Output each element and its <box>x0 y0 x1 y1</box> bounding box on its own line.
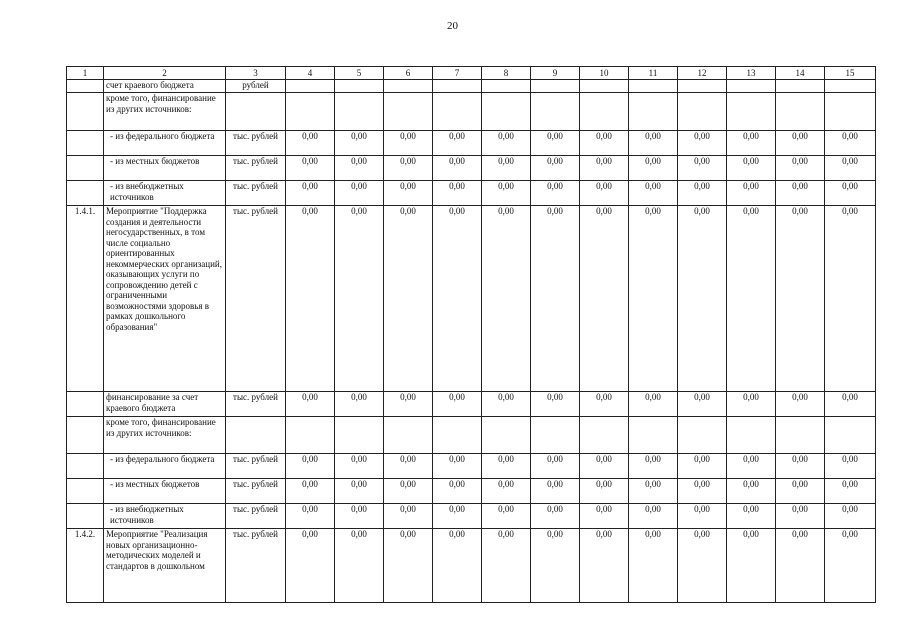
row-name: Мероприятие "Поддержка создания и деятельности негосударственных, в том числе социально ориентированных некоммерческих организаций, оказывающих услуги по сопровождению детей с ограниченными возможностями здоровья в рамках дошкольного образования" <box>104 206 226 392</box>
table-row <box>67 181 876 206</box>
value-cell: 0,00 <box>286 454 335 479</box>
value-cell: 0,00 <box>433 504 482 529</box>
value-cell: 0,00 <box>629 529 678 603</box>
row-unit: тыс. рублей <box>226 454 286 479</box>
column-header: 12 <box>678 67 727 80</box>
value-cell <box>384 417 433 454</box>
value-cell: 0,00 <box>825 504 876 529</box>
value-cell: 0,00 <box>580 479 629 504</box>
value-cell: 0,00 <box>433 479 482 504</box>
row-name: финансирование за счет краевого бюджета <box>104 392 226 417</box>
value-cell: 0,00 <box>825 454 876 479</box>
value-cell <box>531 417 580 454</box>
value-cell: 0,00 <box>384 529 433 603</box>
value-cell <box>335 417 384 454</box>
value-cell <box>433 93 482 131</box>
row-code <box>67 181 104 206</box>
value-cell <box>727 417 776 454</box>
value-cell: 0,00 <box>482 479 531 504</box>
value-cell: 0,00 <box>727 454 776 479</box>
value-cell: 0,00 <box>286 181 335 206</box>
value-cell: 0,00 <box>482 181 531 206</box>
value-cell: 0,00 <box>629 479 678 504</box>
row-unit: тыс. рублей <box>226 392 286 417</box>
row-name: - из внебюджетных источников <box>104 504 226 529</box>
table-row <box>67 93 876 131</box>
row-name: - из федерального бюджета <box>104 131 226 156</box>
value-cell: 0,00 <box>678 454 727 479</box>
value-cell <box>678 417 727 454</box>
row-name: Мероприятие "Реализация новых организационно-методических моделей и стандартов в дошкольном <box>104 529 226 603</box>
value-cell: 0,00 <box>678 206 727 392</box>
value-cell <box>531 93 580 131</box>
value-cell: 0,00 <box>433 181 482 206</box>
value-cell: 0,00 <box>531 454 580 479</box>
value-cell: 0,00 <box>433 454 482 479</box>
column-header: 7 <box>433 67 482 80</box>
value-cell: 0,00 <box>384 156 433 181</box>
value-cell: 0,00 <box>678 479 727 504</box>
value-cell: 0,00 <box>678 504 727 529</box>
value-cell: 0,00 <box>335 529 384 603</box>
row-code <box>67 454 104 479</box>
value-cell: 0,00 <box>482 392 531 417</box>
value-cell <box>825 93 876 131</box>
value-cell: 0,00 <box>678 156 727 181</box>
value-cell: 0,00 <box>776 454 825 479</box>
value-cell: 0,00 <box>776 504 825 529</box>
value-cell <box>433 417 482 454</box>
value-cell <box>580 93 629 131</box>
value-cell: 0,00 <box>286 479 335 504</box>
table-row <box>67 479 876 504</box>
value-cell: 0,00 <box>433 529 482 603</box>
value-cell <box>776 93 825 131</box>
value-cell: 0,00 <box>825 156 876 181</box>
value-cell: 0,00 <box>629 504 678 529</box>
column-header: 5 <box>335 67 384 80</box>
table-row <box>67 392 876 417</box>
value-cell: 0,00 <box>727 131 776 156</box>
value-cell: 0,00 <box>776 156 825 181</box>
value-cell: 0,00 <box>825 392 876 417</box>
row-code <box>67 131 104 156</box>
value-cell: 0,00 <box>384 479 433 504</box>
row-unit <box>226 93 286 131</box>
value-cell: 0,00 <box>776 181 825 206</box>
value-cell: 0,00 <box>482 454 531 479</box>
value-cell: 0,00 <box>335 504 384 529</box>
value-cell <box>335 93 384 131</box>
row-unit: рублей <box>226 80 286 93</box>
column-header: 13 <box>727 67 776 80</box>
value-cell: 0,00 <box>580 392 629 417</box>
table-row <box>67 504 876 529</box>
value-cell: 0,00 <box>531 156 580 181</box>
column-header: 8 <box>482 67 531 80</box>
column-header: 14 <box>776 67 825 80</box>
value-cell: 0,00 <box>286 156 335 181</box>
value-cell: 0,00 <box>580 156 629 181</box>
value-cell: 0,00 <box>531 479 580 504</box>
column-header: 3 <box>226 67 286 80</box>
value-cell: 0,00 <box>384 454 433 479</box>
row-name: - из местных бюджетов <box>104 156 226 181</box>
value-cell: 0,00 <box>482 504 531 529</box>
row-unit: тыс. рублей <box>226 529 286 603</box>
row-code <box>67 80 104 93</box>
row-name: кроме того, финансирование из других источников: <box>104 417 226 454</box>
value-cell: 0,00 <box>776 529 825 603</box>
value-cell: 0,00 <box>384 206 433 392</box>
value-cell: 0,00 <box>433 392 482 417</box>
value-cell: 0,00 <box>825 206 876 392</box>
table-row <box>67 206 876 392</box>
value-cell <box>629 93 678 131</box>
row-unit: тыс. рублей <box>226 181 286 206</box>
row-code <box>67 392 104 417</box>
value-cell <box>286 93 335 131</box>
value-cell: 0,00 <box>727 206 776 392</box>
value-cell: 0,00 <box>727 156 776 181</box>
value-cell <box>678 93 727 131</box>
value-cell: 0,00 <box>678 131 727 156</box>
value-cell: 0,00 <box>580 529 629 603</box>
value-cell: 0,00 <box>335 479 384 504</box>
value-cell: 0,00 <box>825 529 876 603</box>
value-cell: 0,00 <box>580 206 629 392</box>
column-header: 1 <box>67 67 104 80</box>
value-cell <box>629 417 678 454</box>
value-cell: 0,00 <box>433 206 482 392</box>
table-row <box>67 131 876 156</box>
value-cell: 0,00 <box>335 181 384 206</box>
value-cell: 0,00 <box>433 131 482 156</box>
column-header: 15 <box>825 67 876 80</box>
value-cell <box>580 417 629 454</box>
table-row <box>67 529 876 603</box>
row-code <box>67 156 104 181</box>
value-cell: 0,00 <box>678 181 727 206</box>
value-cell: 0,00 <box>482 131 531 156</box>
table-body <box>67 80 876 603</box>
value-cell: 0,00 <box>629 181 678 206</box>
row-code <box>67 479 104 504</box>
value-cell: 0,00 <box>776 392 825 417</box>
value-cell: 0,00 <box>580 454 629 479</box>
value-cell <box>384 93 433 131</box>
row-code <box>67 93 104 131</box>
value-cell: 0,00 <box>580 181 629 206</box>
column-header: 2 <box>104 67 226 80</box>
header-row <box>67 67 876 80</box>
value-cell: 0,00 <box>335 206 384 392</box>
value-cell: 0,00 <box>776 479 825 504</box>
page-number: 20 <box>447 20 458 32</box>
value-cell: 0,00 <box>678 392 727 417</box>
value-cell: 0,00 <box>286 504 335 529</box>
value-cell: 0,00 <box>580 131 629 156</box>
value-cell: 0,00 <box>531 131 580 156</box>
value-cell: 0,00 <box>629 206 678 392</box>
value-cell: 0,00 <box>678 529 727 603</box>
column-header: 9 <box>531 67 580 80</box>
value-cell <box>286 417 335 454</box>
value-cell: 0,00 <box>286 529 335 603</box>
value-cell: 0,00 <box>629 392 678 417</box>
value-cell: 0,00 <box>482 529 531 603</box>
value-cell: 0,00 <box>384 392 433 417</box>
row-unit: тыс. рублей <box>226 131 286 156</box>
value-cell: 0,00 <box>335 156 384 181</box>
value-cell: 0,00 <box>727 529 776 603</box>
value-cell <box>482 417 531 454</box>
row-unit <box>226 417 286 454</box>
continuation-row <box>67 80 876 93</box>
value-cell: 0,00 <box>629 156 678 181</box>
value-cell: 0,00 <box>776 131 825 156</box>
value-cell: 0,00 <box>384 181 433 206</box>
value-cell: 0,00 <box>384 504 433 529</box>
row-unit: тыс. рублей <box>226 504 286 529</box>
budget-table <box>66 66 876 603</box>
row-code: 1.4.1. <box>67 206 104 392</box>
column-header: 11 <box>629 67 678 80</box>
table-row <box>67 417 876 454</box>
value-cell: 0,00 <box>482 156 531 181</box>
value-cell: 0,00 <box>335 131 384 156</box>
row-code: 1.4.2. <box>67 529 104 603</box>
value-cell: 0,00 <box>531 529 580 603</box>
value-cell <box>776 417 825 454</box>
row-code <box>67 504 104 529</box>
value-cell: 0,00 <box>335 454 384 479</box>
table-row <box>67 156 876 181</box>
value-cell: 0,00 <box>825 181 876 206</box>
value-cell: 0,00 <box>825 479 876 504</box>
row-name: - из федерального бюджета <box>104 454 226 479</box>
value-cell: 0,00 <box>433 156 482 181</box>
value-cell: 0,00 <box>531 206 580 392</box>
row-name: кроме того, финансирование из других источников: <box>104 93 226 131</box>
row-name: - из внебюджетных источников <box>104 181 226 206</box>
value-cell: 0,00 <box>531 504 580 529</box>
row-code <box>67 417 104 454</box>
row-unit: тыс. рублей <box>226 479 286 504</box>
value-cell: 0,00 <box>286 131 335 156</box>
row-name: - из местных бюджетов <box>104 479 226 504</box>
value-cell <box>727 93 776 131</box>
value-cell: 0,00 <box>727 392 776 417</box>
value-cell <box>825 417 876 454</box>
row-name: счет краевого бюджета <box>104 80 226 93</box>
value-cell: 0,00 <box>482 206 531 392</box>
column-header: 6 <box>384 67 433 80</box>
value-cell: 0,00 <box>335 392 384 417</box>
value-cell: 0,00 <box>629 454 678 479</box>
value-cell <box>482 93 531 131</box>
value-cell: 0,00 <box>384 131 433 156</box>
value-cell: 0,00 <box>825 131 876 156</box>
value-cell: 0,00 <box>580 504 629 529</box>
value-cell: 0,00 <box>776 206 825 392</box>
value-cell: 0,00 <box>531 181 580 206</box>
value-cell: 0,00 <box>286 392 335 417</box>
table-row <box>67 454 876 479</box>
value-cell: 0,00 <box>531 392 580 417</box>
column-header: 4 <box>286 67 335 80</box>
value-cell: 0,00 <box>629 131 678 156</box>
row-unit: тыс. рублей <box>226 156 286 181</box>
value-cell: 0,00 <box>727 181 776 206</box>
value-cell: 0,00 <box>727 479 776 504</box>
value-cell: 0,00 <box>727 504 776 529</box>
value-cell: 0,00 <box>286 206 335 392</box>
row-unit: тыс. рублей <box>226 206 286 392</box>
column-header: 10 <box>580 67 629 80</box>
